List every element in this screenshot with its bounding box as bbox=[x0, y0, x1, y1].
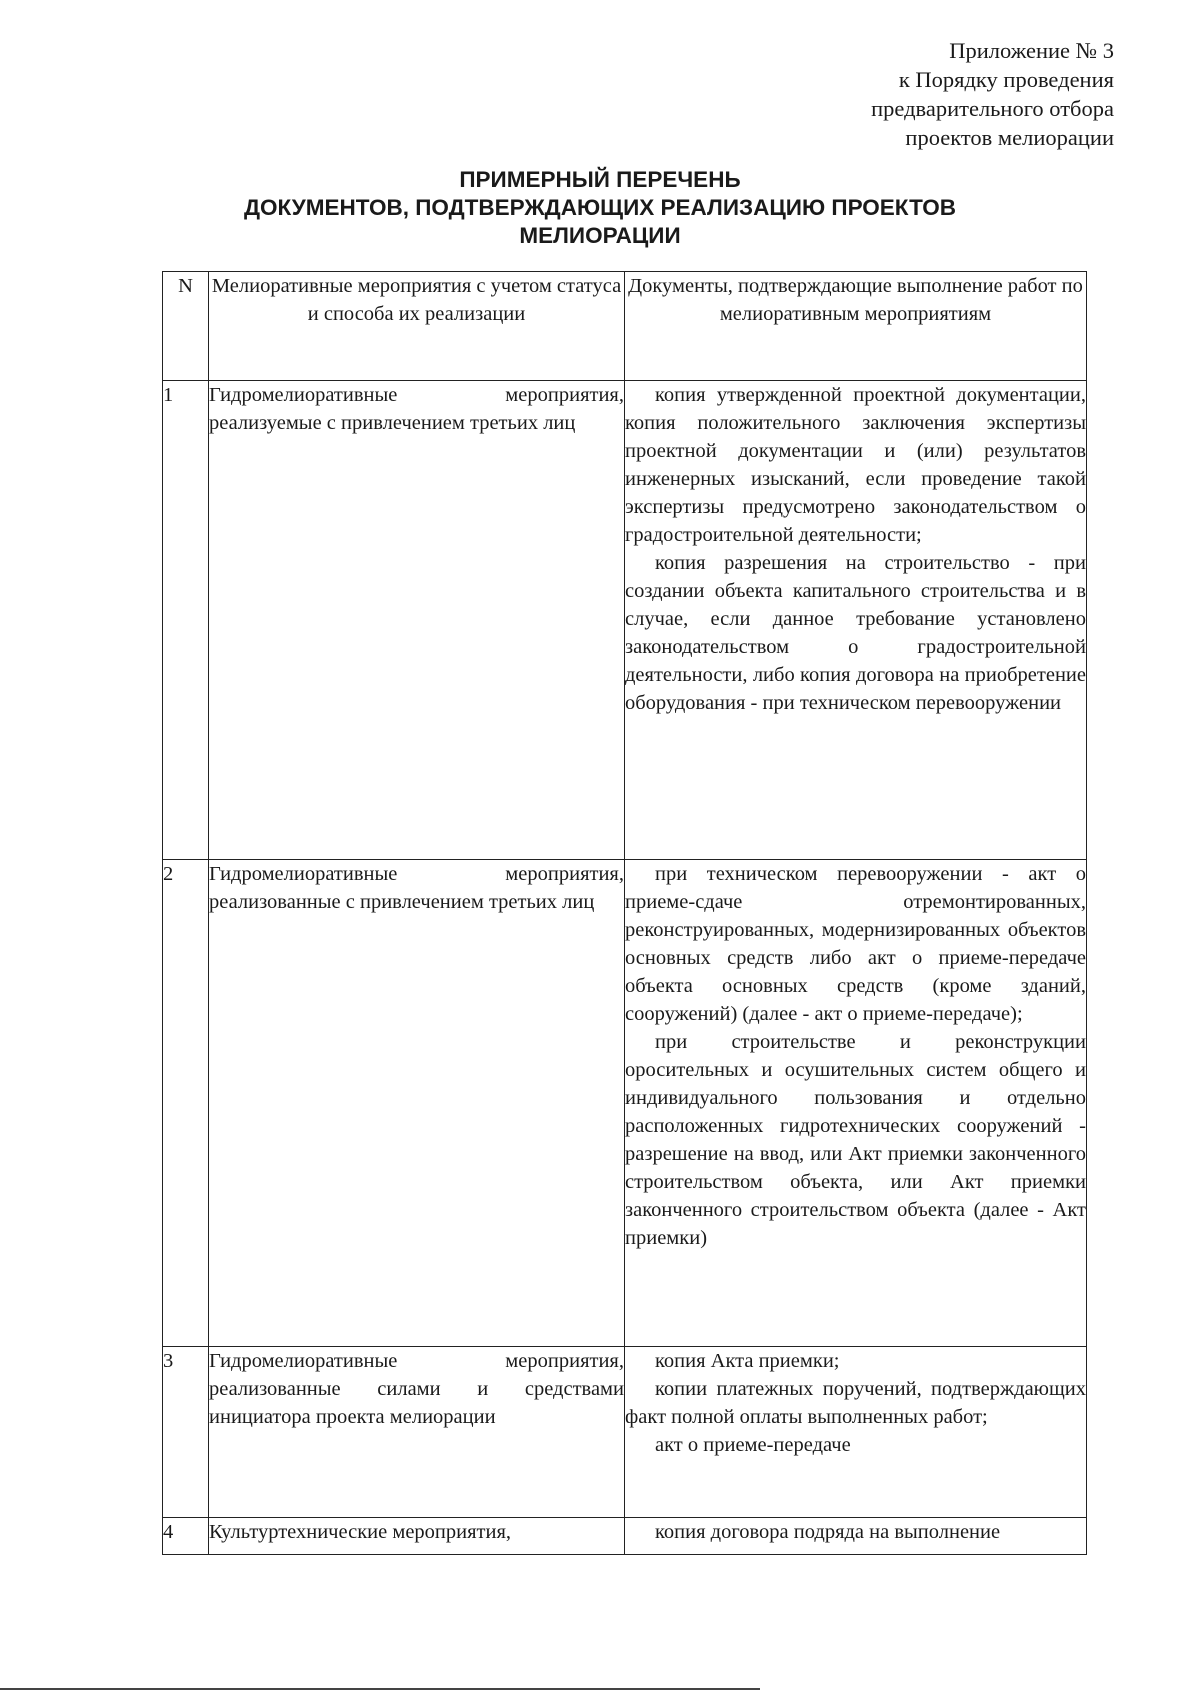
document-item: копия Акта приемки; bbox=[655, 1350, 840, 1372]
table-header-row bbox=[163, 272, 1087, 381]
row-documents bbox=[625, 1347, 1087, 1518]
row-documents bbox=[625, 860, 1087, 1347]
annex-reference bbox=[871, 36, 1114, 152]
table-row bbox=[163, 860, 1087, 1347]
document-item: копия договора подряда на выполнение bbox=[655, 1521, 1001, 1543]
annex-line-1: Приложение № 3 bbox=[949, 38, 1114, 63]
row-documents bbox=[625, 1518, 1087, 1555]
title-line-3: МЕЛИОРАЦИИ bbox=[519, 223, 681, 248]
title-line-1: ПРИМЕРНЫЙ ПЕРЕЧЕНЬ bbox=[459, 167, 741, 192]
table-row bbox=[163, 381, 1087, 860]
row-activity: Гидромелиоративные мероприятия, реализованные с привлечением третьих лиц bbox=[209, 860, 625, 1347]
header-documents: Документы, подтверждающие выполнение работ по мелиоративным мероприятиям bbox=[625, 272, 1087, 381]
row-documents bbox=[625, 381, 1087, 860]
row-activity: Культуртехнические мероприятия, bbox=[209, 1518, 625, 1555]
row-number: 3 bbox=[163, 1347, 209, 1518]
table-row bbox=[163, 1347, 1087, 1518]
row-activity: Гидромелиоративные мероприятия, реализуемые с привлечением третьих лиц bbox=[209, 381, 625, 860]
row-number: 4 bbox=[163, 1518, 209, 1555]
document-item: копия разрешения на строительство - при создании объекта капитального строительства и в случае, если данное требование установлено законодательством о градостроительной деятельности, либо копия договора на приобретение оборудования - при техническом перевооружении bbox=[625, 552, 1086, 714]
annex-line-4: проектов мелиорации bbox=[905, 125, 1114, 150]
annex-line-3: предварительного отбора bbox=[871, 96, 1114, 121]
footer-divider bbox=[0, 1688, 760, 1690]
row-number: 1 bbox=[163, 381, 209, 860]
header-number: N bbox=[163, 272, 209, 381]
document-item: при техническом перевооружении - акт о приеме-сдаче отремонтированных, реконструированных, модернизированных объектов основных средств либо акт о приеме-передаче объекта основных средств (кроме зданий, сооружений) (далее - акт о приеме-передаче); bbox=[625, 863, 1086, 1025]
title-line-2: ДОКУМЕНТОВ, ПОДТВЕРЖДАЮЩИХ РЕАЛИЗАЦИЮ ПРОЕКТОВ bbox=[243, 195, 957, 220]
header-activities: Мелиоративные мероприятия с учетом статуса и способа их реализации bbox=[209, 272, 625, 381]
document-item: акт о приеме-передаче bbox=[655, 1434, 851, 1456]
table-row bbox=[163, 1518, 1087, 1555]
documents-table bbox=[162, 271, 1087, 1555]
document-item: при строительстве и реконструкции оросительных и осушительных систем общего и индивидуального пользования и отдельно расположенных гидротехнических сооружений - разрешение на ввод, или Акт приемки законченного строительством объекта, или Акт приемки законченного строительством объекта (далее - Акт приемки) bbox=[625, 1031, 1086, 1249]
document-title bbox=[0, 166, 1200, 250]
document-item: копии платежных поручений, подтверждающих факт полной оплаты выполненных работ; bbox=[625, 1378, 1086, 1428]
annex-line-2: к Порядку проведения bbox=[898, 67, 1114, 92]
row-number: 2 bbox=[163, 860, 209, 1347]
row-activity: Гидромелиоративные мероприятия, реализованные силами и средствами инициатора проекта мелиорации bbox=[209, 1347, 625, 1518]
document-item: копия утвержденной проектной документации, копия положительного заключения экспертизы проектной документации и (или) результатов инженерных изысканий, если проведение такой экспертизы предусмотрено законодательством о градостроительной деятельности; bbox=[625, 384, 1086, 546]
